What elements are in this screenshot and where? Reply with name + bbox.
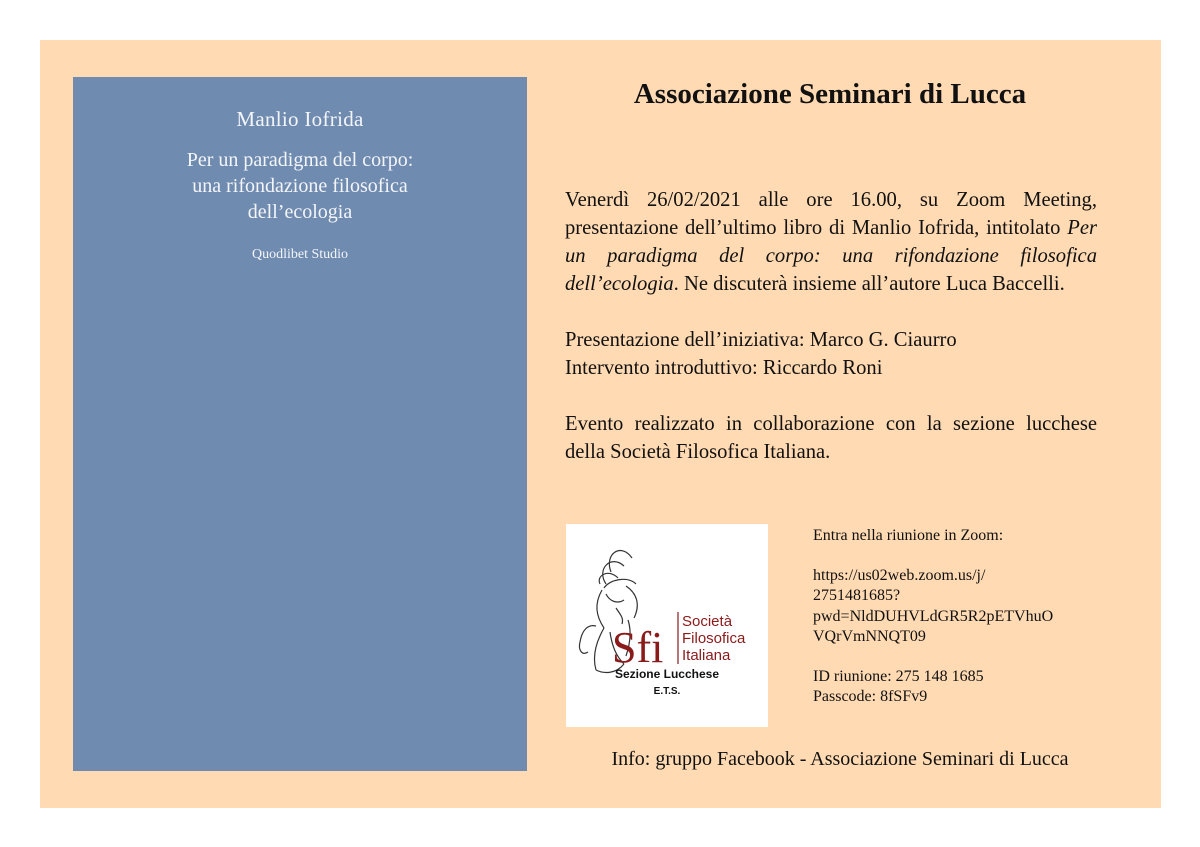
- announcement-text: Venerdì 26/02/2021 alle ore 16.00, su Zoom Meeting, presentazione dell’ultimo libro di Manlio Iofrida, intitolato: [565, 189, 1097, 239]
- zoom-link-line[interactable]: https://us02web.zoom.us/j/: [813, 567, 986, 585]
- book-cover: [73, 77, 527, 771]
- passcode: Passcode: 8fSFv9: [813, 688, 928, 706]
- event-flyer: [40, 40, 1161, 808]
- cover-title: [73, 147, 527, 225]
- zoom-info: [813, 526, 1153, 707]
- announcement-text: . Ne discuterà insieme all’autore Luca Baccelli.: [673, 273, 1065, 295]
- cover-title-line: Per un paradigma del corpo:: [186, 149, 414, 171]
- athena-helmet-icon: [566, 524, 768, 727]
- intro-speech-line: Intervento introduttivo: Riccardo Roni: [565, 357, 883, 379]
- zoom-link-line[interactable]: VQrVmNNQT09: [813, 627, 926, 645]
- logo-section: Sezione Lucchese: [614, 667, 720, 681]
- book-title: Per un paradigma del corpo: una rifondazione filosofica dell’ecologia: [565, 217, 1097, 295]
- zoom-intro: Entra nella riunione in Zoom:: [813, 527, 1004, 544]
- page-title: Associazione Seminari di Lucca: [633, 78, 1027, 110]
- announcement-paragraph: [565, 186, 1097, 298]
- logo-line: Italiana: [682, 647, 731, 664]
- cover-title-line: una rifondazione filosofica: [192, 175, 408, 197]
- meeting-id: ID riunione: 275 148 1685: [813, 668, 984, 686]
- cover-title-line: dell’ecologia: [247, 201, 353, 223]
- footer-info: Info: gruppo Facebook - Associazione Seminari di Lucca: [611, 748, 1069, 770]
- presentation-line: Presentazione dell’iniziativa: Marco G. Ciaurro: [565, 329, 957, 351]
- logo-abbr: Sfi: [612, 623, 664, 672]
- logo-line: Filosofica: [682, 630, 746, 647]
- logo-line: Società: [682, 613, 733, 630]
- zoom-link-line[interactable]: pwd=NldDUHVLdGR5R2pETVhuO: [813, 607, 1054, 625]
- sfi-logo: [566, 524, 768, 727]
- zoom-link-line[interactable]: 2751481685?: [813, 587, 901, 605]
- logo-ets: E.T.S.: [653, 686, 681, 697]
- collaboration-paragraph: Evento realizzato in collaborazione con la sezione lucchese della Società Filosofica Italiana.: [565, 413, 1097, 463]
- announcement: [565, 186, 1097, 466]
- cover-publisher: Quodlibet Studio: [251, 247, 349, 262]
- cover-author: Manlio Iofrida: [236, 107, 364, 131]
